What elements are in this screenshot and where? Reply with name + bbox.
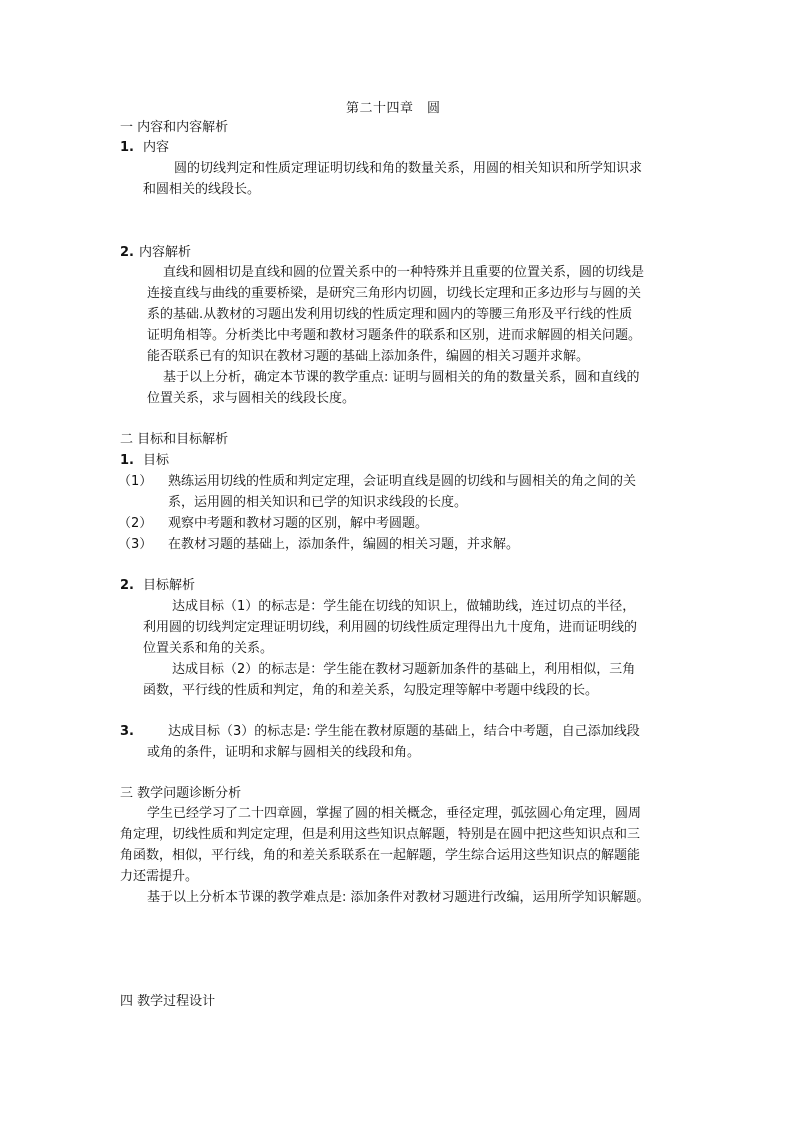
- section-heading-1: 一 内容和内容解析: [120, 120, 229, 135]
- paragraph-line: 位置关系和角的关系。: [143, 641, 274, 656]
- goal-number: （1）: [118, 474, 153, 489]
- goal-text: 熟练运用切线的性质和判定定理，会证明直线是圆的切线和与圆相关的角之间的关: [168, 474, 637, 489]
- page-title: 第二十四章 圆: [346, 101, 441, 116]
- goal-text: 观察中考题和教材习题的区别，解中考圆题。: [168, 516, 429, 531]
- section-heading-4: 四 教学过程设计: [120, 994, 216, 1009]
- paragraph-line: 基于以上分析本节课的教学难点是: 添加条件对教材习题进行改编，运用所学知识解题。: [147, 890, 650, 905]
- paragraph-line: 学生已经学习了二十四章圆，掌握了圆的相关概念，垂径定理，弧弦圆心角定理，圆周: [147, 806, 642, 821]
- paragraph-line: 角函数，相似，平行线，角的和差关系联系在一起解题，学生综合运用这些知识点的解题能: [120, 848, 641, 863]
- item-label: 目标: [143, 453, 170, 468]
- paragraph-line: 达成目标（2）的标志是：学生能在教材习题新加条件的基础上，利用相似，三角: [172, 662, 636, 677]
- paragraph-line: 能否联系已有的知识在教材习题的基础上添加条件，编圆的相关习题并求解。: [147, 349, 590, 364]
- paragraph-line: 直线和圆相切是直线和圆的位置关系中的一种特殊并且重要的位置关系，圆的切线是: [163, 265, 645, 280]
- paragraph-line: 和圆相关的线段长。: [143, 182, 261, 197]
- goal-number: （2）: [118, 516, 153, 531]
- paragraph-line: 达成目标（1）的标志是：学生能在切线的知识上，做辅助线，连过切点的半径，: [172, 599, 636, 614]
- paragraph-line: 位置关系，求与圆相关的线段长度。: [147, 391, 356, 406]
- item-number: 2.: [120, 245, 134, 260]
- paragraph-line: 角定理，切线性质和判定定理，但是利用这些知识点解题，特别是在圆中把这些知识点和三: [120, 827, 641, 842]
- paragraph-line: 达成目标（3）的标志是: 学生能在教材原题的基础上，结合中考题，自己添加线段: [168, 724, 640, 739]
- item-number: 3.: [120, 724, 134, 739]
- paragraph-line: 力还需提升。: [120, 869, 199, 884]
- item-number: 2.: [120, 578, 134, 593]
- paragraph-line: 函数，平行线的性质和判定，角的和差关系，勾股定理等解中考题中线段的长。: [143, 683, 599, 698]
- goal-number: （3）: [118, 537, 153, 552]
- goal-text: 在教材习题的基础上，添加条件，编圆的相关习题，并求解。: [168, 537, 520, 552]
- item-number: 1.: [120, 453, 134, 468]
- section-heading-3: 三 教学问题诊断分析: [120, 786, 242, 801]
- item-label: 内容: [143, 140, 170, 155]
- goal-text: 系，运用圆的相关知识和已学的知识求线段的长度。: [168, 495, 468, 510]
- item-number: 1.: [120, 140, 134, 155]
- item-label: 内容解析: [139, 245, 192, 260]
- section-heading-2: 二 目标和目标解析: [120, 432, 229, 447]
- paragraph-line: 圆的切线判定和性质定理证明切线和角的数量关系，用圆的相关知识和所学知识求: [174, 161, 643, 176]
- item-label: 目标解析: [143, 578, 196, 593]
- paragraph-line: 系的基础.从教材的习题出发利用切线的性质定理和圆内的等腰三角形及平行线的性质: [147, 307, 633, 322]
- paragraph-line: 或角的条件，证明和求解与圆相关的线段和角。: [147, 745, 421, 760]
- paragraph-line: 连接直线与曲线的重要桥梁，是研究三角形内切圆，切线长定理和正多边形与与圆的关: [147, 286, 642, 301]
- paragraph-line: 基于以上分析，确定本节课的教学重点: 证明与圆相关的角的数量关系，圆和直线的: [163, 370, 640, 385]
- paragraph-line: 证明角相等。分析类比中考题和教材习题条件的联系和区别，进而求解圆的相关问题。: [147, 328, 642, 343]
- paragraph-line: 利用圆的切线判定定理证明切线，利用圆的切线性质定理得出九十度角，进而证明线的: [143, 620, 638, 635]
